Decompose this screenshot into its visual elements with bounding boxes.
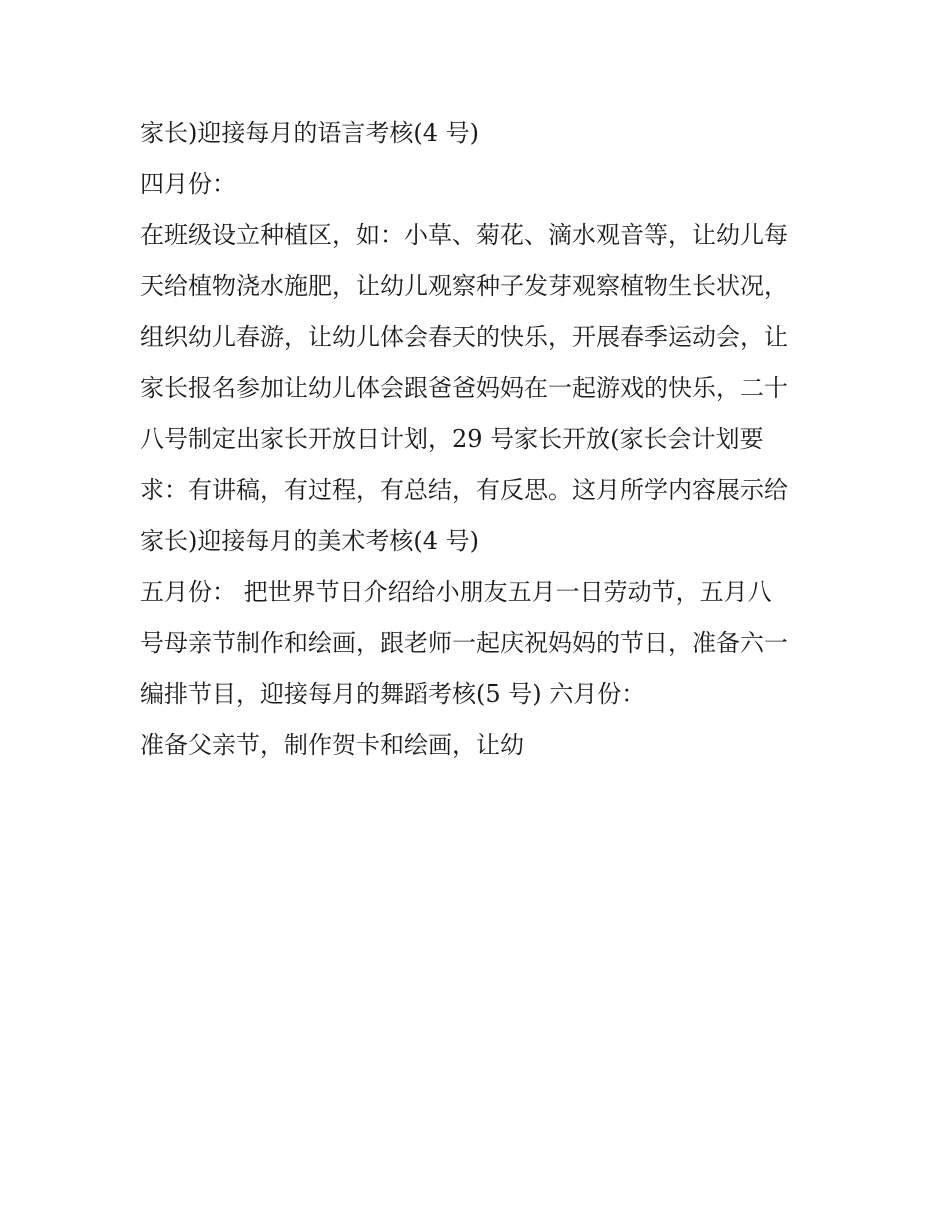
text-line: 家长报名参加让幼儿体会跟爸爸妈妈在一起游戏的快乐，二十 [140,374,788,402]
text-line: 家长)迎接每月的美术考核(4 号) [140,527,479,555]
section-heading-april: 四月份： [140,170,236,198]
section-heading-may: 五月份： 把世界节日介绍给小朋友五月一日劳动节，五月八 [140,578,772,606]
text-line: 准备父亲节，制作贺卡和绘画，让幼 [140,731,524,759]
text-line: 求：有讲稿，有过程，有总结，有反思。这月所学内容展示给 [140,476,788,504]
text-line: 八号制定出家长开放日计划，29 号家长开放(家长会计划要 [140,425,764,453]
text-line: 组织幼儿春游，让幼儿体会春天的快乐，开展春季运动会，让 [140,323,788,351]
text-line: 天给植物浇水施肥，让幼儿观察种子发芽观察植物生长状况， [140,272,788,300]
text-line: 号母亲节制作和绘画，跟老师一起庆祝妈妈的节日，准备六一 [140,629,788,657]
text-line: 在班级设立种植区，如：小草、菊花、滴水观音等，让幼儿每 [140,221,788,249]
text-line: 家长)迎接每月的语言考核(4 号) [140,119,479,147]
text-line: 编排节目，迎接每月的舞蹈考核(5 号) 六月份： [140,680,646,708]
document-body [140,108,820,771]
